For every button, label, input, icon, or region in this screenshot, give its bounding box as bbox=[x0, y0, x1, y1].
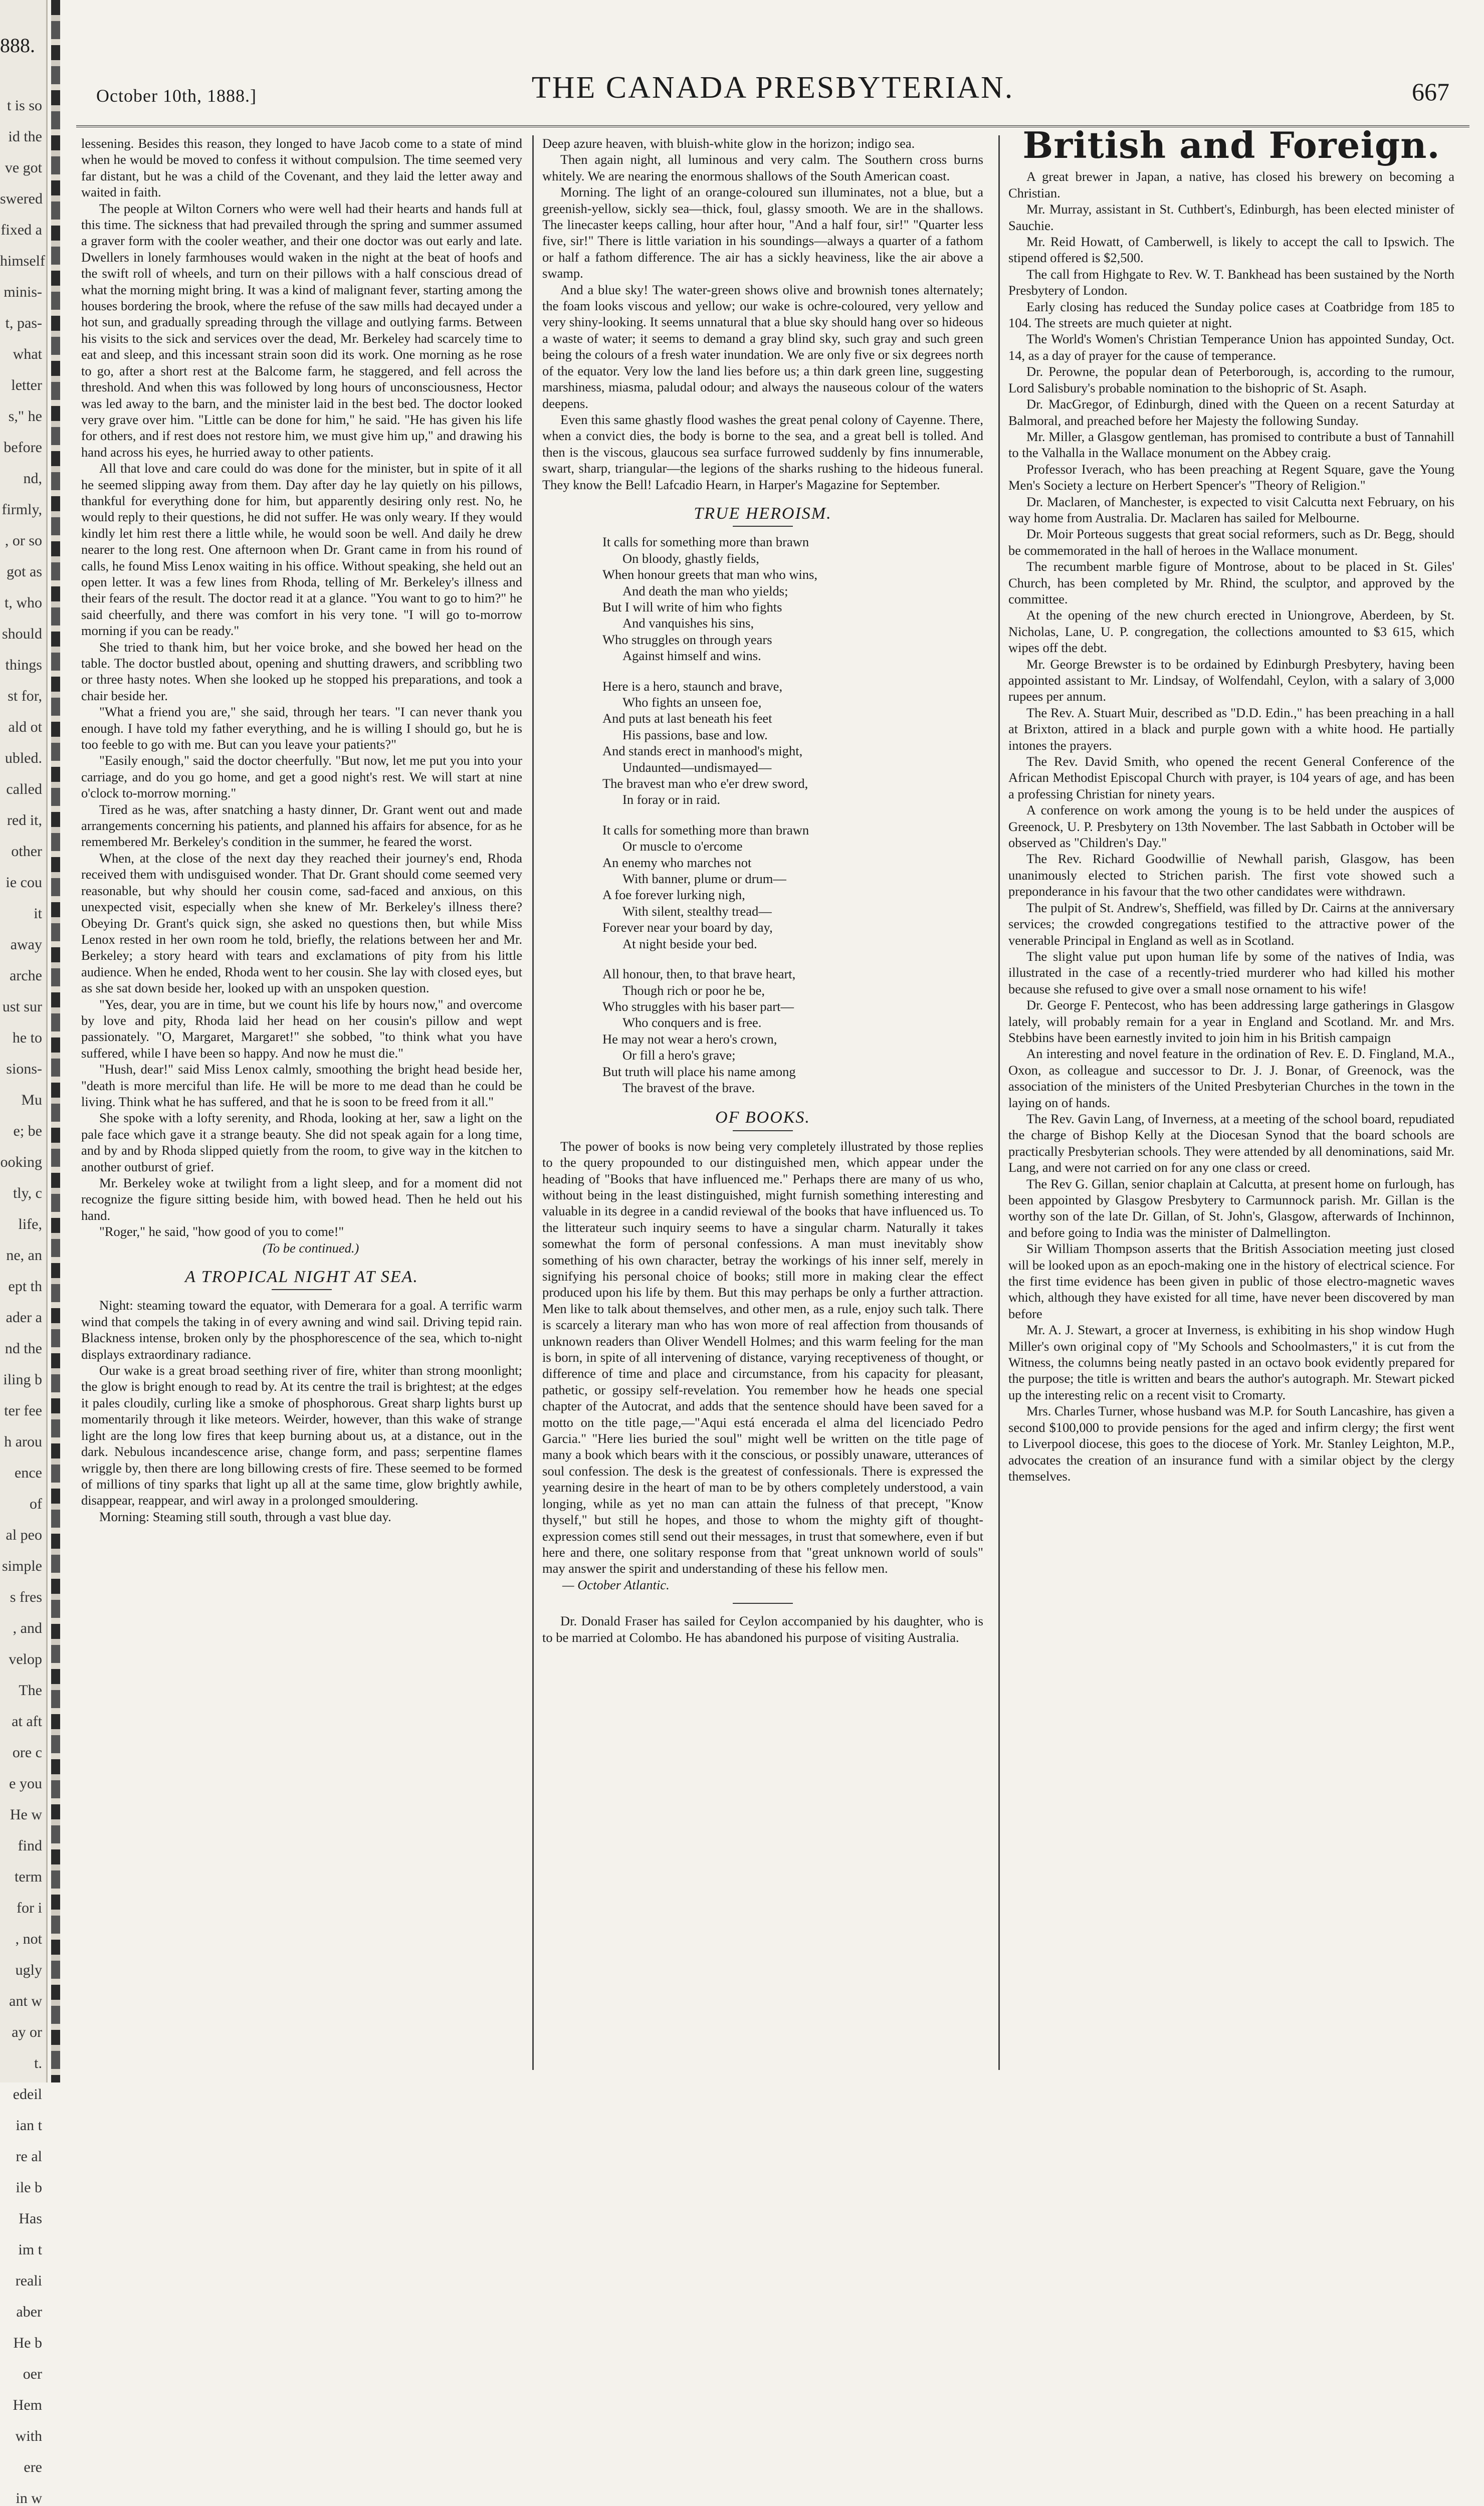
column-2 bbox=[542, 135, 983, 2070]
story-paragraph: "Roger," he said, "how good of you to come!" bbox=[99, 1224, 344, 1239]
tropical-night-part-2 bbox=[542, 135, 983, 493]
margin-fragment: ay or bbox=[12, 2024, 42, 2040]
serial-story bbox=[81, 135, 522, 1240]
poem-true-heroism bbox=[602, 534, 983, 1096]
poem-line: An enemy who marches not bbox=[602, 855, 752, 870]
poem-line: He may not wear a hero's crown, bbox=[602, 1031, 777, 1047]
section-rule bbox=[733, 526, 793, 527]
margin-fragment: re al bbox=[16, 2148, 42, 2165]
story-paragraph: When, at the close of the next day they reached their journey's end, Rhoda received them with undisguised wonder. That Dr. Grant should come seemed very reasonable, but why should her cousin come, sad-faced and anxious, on this unexpected visit, especially when she knew of Mr. Berkeley's illness there? Obeying Dr. Grant's quick sign, she asked no questions then, but while Miss Lenox rested in her own room he told, briefly, the relations between her and Mr. Berkeley; a story heard with tears and exclamations of pity from his little audience. When he ended, Rhoda went to her cousin. She lay with closed eyes, but as she sat down beside her, looked up with an unspoken question. bbox=[81, 850, 522, 996]
margin-fragment: ore c bbox=[12, 1744, 42, 1761]
poem-line: And death the man who yields; bbox=[622, 583, 788, 598]
newspaper-title: THE CANADA PRESBYTERIAN. bbox=[531, 71, 1014, 105]
poem-line: It calls for something more than brawn bbox=[602, 534, 809, 550]
news-item: Mrs. Charles Turner, whose husband was M.P. for South Lancashire, has given a second $100,000 to provide pensions for the aged and infirm clergy; the first went to Liverpool diocese, this goes to the diocese of York. Mr. Stanley Leighton, M.P., advocates the creation of an insurance fund with a similar object by the clergy themselves. bbox=[1008, 1403, 1454, 1484]
margin-fragment: Has bbox=[19, 2210, 42, 2227]
british-foreign-title: British and Foreign. bbox=[1022, 124, 1440, 166]
margin-fragment: im t bbox=[18, 2241, 42, 2258]
margin-fragment: called bbox=[6, 781, 42, 797]
news-item: The Rev. David Smith, who opened the recent General Conference of the African Methodist Episcopal Church with prayer, is 104 years of age, and has been a professing Christian for ninety years. bbox=[1008, 754, 1454, 801]
poem-stanza bbox=[602, 678, 983, 808]
poem-line: In foray or in raid. bbox=[622, 792, 720, 807]
margin-fragment: before bbox=[4, 439, 42, 456]
poem-line: When honour greets that man who wins, bbox=[602, 567, 818, 582]
news-item: Early closing has reduced the Sunday police cases at Coatbridge from 185 to 104. The streets are much quieter at night. bbox=[1008, 299, 1454, 331]
margin-fragment: e; be bbox=[13, 1123, 42, 1139]
poem-line: Forever near your board by day, bbox=[602, 920, 773, 935]
margin-fragment: Mu bbox=[21, 1092, 42, 1108]
margin-fragment: t, pas- bbox=[5, 315, 42, 331]
margin-fragment: ant w bbox=[9, 1993, 42, 2009]
margin-fragment: ader a bbox=[6, 1309, 42, 1326]
tropical-paragraph: Morning. The light of an orange-coloured sun illuminates, not a blue, but a greenish-yellow, sickly sea—thick, foul, glassy smooth. We are in the shallows. The linecaster keeps calling, hour after hour, "And a half four, sir!" "Quarter less five, sir!" There is little variation in his soundings—always a quarter of a fathom or half a fathom difference. The air has a sickly heaviness, like the air above a swamp. bbox=[542, 184, 983, 281]
margin-fragment: t. bbox=[34, 2055, 42, 2071]
poem-line: His passions, base and low. bbox=[622, 727, 768, 742]
news-item: The call from Highgate to Rev. W. T. Bankhead has been sustained by the North Presbytery of London. bbox=[1008, 266, 1454, 298]
poem-line: And stands erect in manhood's might, bbox=[602, 743, 803, 759]
margin-fragment: fixed a bbox=[1, 222, 42, 238]
books-title: OF BOOKS. bbox=[715, 1108, 810, 1127]
news-item: A conference on work among the young is to be held under the auspices of Greenock, U. P. Presbytery on 13th November. The last Sabbath in October will be observed as "Children's Day." bbox=[1008, 802, 1454, 851]
margin-fragment: ere bbox=[24, 2459, 42, 2475]
poem-title: TRUE HEROISM. bbox=[694, 504, 832, 523]
margin-fragment: ept th bbox=[8, 1278, 42, 1295]
news-item: A great brewer in Japan, a native, has closed his brewery on becoming a Christian. bbox=[1008, 169, 1454, 200]
poem-line: Who conquers and is free. bbox=[622, 1015, 762, 1030]
news-item: The Rev G. Gillan, senior chaplain at Calcutta, at present home on furlough, has been appointed by Glasgow Presbytery to Carmunnock parish. Mr. Gillan is the worthy son of the late Dr. Gillan, of St. John's, Glasgow, afterwards of Inchinnon, and before going to India was the minister of Dalmellington. bbox=[1008, 1176, 1454, 1240]
poem-line: On bloody, ghastly fields, bbox=[622, 550, 759, 566]
margin-fragment: The bbox=[19, 1682, 42, 1699]
news-item: Mr. Reid Howatt, of Camberwell, is likely to accept the call to Ipswich. The stipend offered is $2,500. bbox=[1008, 234, 1454, 266]
story-paragraph: She spoke with a lofty serenity, and Rhoda, looking at her, saw a light on the pale face which gave it a strange beauty. She did not speak again for a long time, and by and by Rhoda slipped quietly from the room, to give way in the kitchen to another outburst of grief. bbox=[81, 1110, 522, 1174]
margin-fragment: e you bbox=[9, 1775, 42, 1792]
tropical-paragraph: Deep azure heaven, with bluish-white glow in the horizon; indigo sea. bbox=[542, 136, 915, 151]
margin-fragment: Hem bbox=[13, 2397, 42, 2413]
margin-fragment: ugly bbox=[15, 1962, 42, 1978]
poem-line: Here is a hero, staunch and brave, bbox=[602, 678, 783, 694]
section-rule bbox=[733, 1603, 793, 1604]
margin-fragment: ile b bbox=[16, 2179, 42, 2196]
margin-fragment: s fres bbox=[10, 1589, 42, 1605]
margin-fragment: ter fee bbox=[4, 1402, 42, 1419]
page-number: 667 bbox=[1412, 78, 1449, 106]
margin-fragment: reali bbox=[15, 2272, 42, 2289]
poem-line: The bravest of the brave. bbox=[622, 1080, 755, 1095]
margin-fragment: ubled. bbox=[5, 750, 42, 766]
column-3 bbox=[1008, 124, 1454, 2070]
margin-fragment: t, who bbox=[5, 594, 42, 611]
column-1 bbox=[81, 135, 522, 2070]
story-paragraph: The people at Wilton Corners who were well had their hearts and hands full at this time. The sickness that had prevailed through the spring and summer assumed a graver form with the cooler weather, and their one doctor was out early and late. Dwellers in lonely farmhouses would waken in the night at the beat of hoofs and the swift roll of wheels, and turn on their pillows with a half conscious dread of what the morning might bring. It was a kind of malignant fever, starting among the houses bordering the brook, where the refuse of the saw mills had decayed under a hot sun, and gradually spreading through the village and outlying farms. Between his visits to the sick and services over the dead, Mr. Berkeley had scarcely time to eat and sleep, and this incessant strain soon did its work. One morning as he rose to go, after a short rest at the Balcome farm, he staggered, and fell across the threshold. And when this was followed by long hours of unconsciousness, Hector was led away to the barn, and the minister laid in the best bed. The doctor looked very grave over him. "Little can be done for him," he said. "He has given his life for others, and if rest does not restore him, we must give him up," and drawing his hand across his eyes, he hurried away to other patients. bbox=[81, 200, 522, 460]
poem-line: Or muscle to o'ercome bbox=[622, 839, 743, 854]
margin-fragment: find bbox=[18, 1837, 42, 1854]
margin-fragment: with bbox=[15, 2428, 42, 2444]
news-item: Mr. A. J. Stewart, a grocer at Inverness, is exhibiting in his shop window Hugh Miller's own original copy of "My Schools and Schoolmasters," it is cut from the Witness, the columns being neatly pasted in an octavo book evidently prepared for the purpose; the title is written and bears the author's autograph. Mr. Stewart picked up the interesting relic on a recent visit to Cromarty. bbox=[1008, 1322, 1454, 1402]
margin-fragment: arche bbox=[10, 967, 42, 984]
margin-fragment: t is so bbox=[7, 97, 42, 114]
margin-fragment: for i bbox=[17, 1900, 42, 1916]
story-paragraph: All that love and care could do was done for the minister, but in spite of it all he seemed slipping away from them. Day after day he lay quietly on his pillows, thankful for everything done for him, but apparently desiring only rest. No, he would reply to their questions, he did not suffer. He was only weary. If they would kindly let him rest there a little while, he would soon be well. And daily he drew nearer to the long rest. One afternoon when Dr. Grant came in from his round of calls, he found Miss Lenox waiting in his office. Without speaking, she held out an open letter. It was a few lines from Rhoda, telling of Mr. Berkeley's illness and their fears of the result. The doctor read it at a glance. "You want to go to him?" he said cheerfully, and there was comfort in his very tone. "I will go to-morrow morning if you can be ready." bbox=[81, 461, 522, 639]
margin-year-fragment: 888. bbox=[0, 34, 35, 57]
section-rule bbox=[733, 1130, 793, 1131]
poem-line: Against himself and wins. bbox=[622, 648, 761, 664]
margin-fragment: He w bbox=[10, 1806, 42, 1823]
margin-fragment: He b bbox=[13, 2335, 42, 2351]
poem-stanza bbox=[602, 534, 983, 664]
margin-fragment: should bbox=[2, 625, 42, 642]
binding-spine bbox=[51, 0, 60, 2082]
news-item: The slight value put upon human life by some of the natives of India, was illustrated in the case of a recently-tried murderer who had killed his mother because she refused to give over a small nose ornament to his wife! bbox=[1008, 948, 1454, 996]
margin-fragment: term bbox=[15, 1868, 42, 1885]
margin-fragment: velop bbox=[9, 1651, 42, 1667]
news-item: At the opening of the new church erected in Uniongrove, Aberdeen, by St. Nicholas, Lane, U. P. congregation, the collections amounted to $3 615, which wipes off the debt. bbox=[1008, 607, 1454, 656]
news-item: Mr. Murray, assistant in St. Cuthbert's, Edinburgh, has been elected minister of Sauchie. bbox=[1008, 201, 1454, 233]
margin-fragment: s," he bbox=[8, 408, 42, 425]
poem-line: Though rich or poor he be, bbox=[622, 982, 765, 998]
margin-fragment: at aft bbox=[12, 1713, 42, 1730]
margin-fragment: himself bbox=[0, 253, 45, 269]
margin-fragment: nd the bbox=[5, 1340, 42, 1357]
story-paragraph: "Yes, dear, you are in time, but we count his life by hours now," and overcome by love and pity, Rhoda laid her head on her cousin's pillow and wept passionately. "O, Margaret, Margaret!" she sobbed, "to think what you have suffered, while I have been so happy. And now he must die." bbox=[81, 996, 522, 1061]
story-paragraph: "Easily enough," said the doctor cheerfully. "But now, let me put you into your carriage, and do you go home, and get a good night's rest. We will start at nine o'clock to-morrow morning." bbox=[81, 753, 522, 801]
margin-fragment: ve got bbox=[5, 159, 42, 176]
news-item: An interesting and novel feature in the ordination of Rev. E. D. Fingland, M.A., Oxon, as colleague and successor to Dr. J. J. Bonar, of Greenock, was the association of the ministers of the United Presbyterian Churches in the town in the laying on of hands. bbox=[1008, 1046, 1454, 1110]
story-paragraph: She tried to thank him, but her voice broke, and she bowed her head on the table. The doctor bustled about, opening and shutting drawers, and scribbling two or three hasty notes. When she looked up he stopped his preparations, and took a chair beside her. bbox=[81, 639, 522, 703]
margin-fragment: it away bbox=[10, 905, 42, 953]
margin-fragment: firmly, bbox=[2, 501, 42, 518]
continued-note: (To be continued.) bbox=[262, 1240, 359, 1256]
column-rule-2 bbox=[998, 135, 1000, 2070]
poem-line: Who struggles on through years bbox=[602, 632, 772, 647]
news-item: Dr. MacGregor, of Edinburgh, dined with the Queen on a recent Saturday at Balmoral, and preached before her Majesty the following Sunday. bbox=[1008, 396, 1454, 428]
news-item: The Rev. Gavin Lang, of Inverness, at a meeting of the school board, repudiated the charge of Bishop Kelly at the Diocesan Synod that the board schools are practically Presbyterian schools. They were attended by all denominations, said Mr. Lang, and were not carried on for any one class or creed. bbox=[1008, 1111, 1454, 1175]
news-item: Dr. Maclaren, of Manchester, is expected to visit Calcutta next February, on his way home from Australia. Dr. Maclaren has sailed for Melbourne. bbox=[1008, 494, 1454, 525]
masthead bbox=[76, 70, 1469, 120]
news-item: The World's Women's Christian Temperance Union has appointed Sunday, Oct. 14, as a day of prayer for the cause of temperance. bbox=[1008, 331, 1454, 363]
margin-fragment: ne, an bbox=[6, 1247, 42, 1264]
news-item: Dr. George F. Pentecost, who has been addressing large gatherings in Glasgow lately, will probably remain for a year in England and Scotland. Mr. and Mrs. Stebbins have been earnestly invited to join him in his British campaign bbox=[1008, 997, 1454, 1045]
poem-line: But I will write of him who fights bbox=[602, 599, 782, 614]
news-item: The recumbent marble figure of Montrose, about to be placed in St. Giles' Church, has been completed by Mr. Rhind, the sculptor, and approved by the committee. bbox=[1008, 559, 1454, 606]
tropical-night-title: A TROPICAL NIGHT AT SEA. bbox=[185, 1268, 418, 1287]
section-rule bbox=[272, 1289, 332, 1290]
margin-fragment: ooking bbox=[0, 1154, 42, 1170]
margin-fragment: iling b bbox=[3, 1371, 42, 1388]
british-foreign-items bbox=[1008, 168, 1454, 1484]
story-paragraph: Tired as he was, after snatching a hasty dinner, Dr. Grant went out and made arrangements concerning his patients, and planned his affairs for absence, for as he remembered Mr. Berkeley's condition in the summer, he feared the worst. bbox=[81, 801, 522, 850]
margin-fragment: tly, c bbox=[13, 1185, 42, 1201]
column-rule-1 bbox=[532, 135, 534, 2070]
newspaper-page bbox=[76, 0, 1469, 2082]
margin-fragment: st for, bbox=[8, 688, 42, 704]
poem-line: Or fill a hero's grave; bbox=[622, 1048, 736, 1063]
news-item: The pulpit of St. Andrew's, Sheffield, was filled by Dr. Cairns at the anniversary services; the crowded congregations testified to the attractive power of the venerable Principal in England as well as in Scotland. bbox=[1008, 900, 1454, 948]
story-paragraph: lessening. Besides this reason, they longed to have Jacob come to a state of mind when he would be moved to confess it without compulsion. The time seemed very far distant, but he was a child of the Covenant, and they laid the letter away and waited in faith. bbox=[81, 136, 522, 200]
margin-fragment: aber bbox=[16, 2304, 42, 2320]
margin-fragment: ust sur bbox=[2, 998, 42, 1015]
news-item: Dr. Perowne, the popular dean of Peterborough, is, according to the rumour, Lord Salisbury's probable nomination to the bishopric of St. Asaph. bbox=[1008, 364, 1454, 395]
margin-fragment: , not bbox=[15, 1931, 42, 1947]
poem-stanza bbox=[602, 966, 983, 1096]
poem-line: At night beside your bed. bbox=[622, 936, 757, 951]
books-source: — October Atlantic. bbox=[562, 1577, 670, 1592]
margin-fragment: minis- bbox=[4, 284, 42, 300]
poem-line: With banner, plume or drum— bbox=[622, 871, 786, 887]
poem-line: The bravest man who e'er drew sword, bbox=[602, 776, 808, 791]
news-item: Sir William Thompson asserts that the British Association meeting just closed will be looked upon as an epoch-making one in the history of electrical science. For the first time evidence has been given in public of those electro-magnetic waves which, although they have existed for all time, have never been discovered by man before bbox=[1008, 1241, 1454, 1321]
margin-fragment: swered bbox=[0, 190, 43, 207]
margin-fragment: h arou bbox=[4, 1433, 42, 1450]
poem-line: With silent, stealthy tread— bbox=[622, 903, 772, 919]
poem-line: It calls for something more than brawn bbox=[602, 822, 809, 838]
tropical-paragraph: Night: steaming toward the equator, with Demerara for a goal. A terrific warm wind that compels the taking in of every awning and wind sail. Driving tepid rain. Blackness intense, broken only by the phosphorescence of the sea, which to-night displays extraordinary radiance. bbox=[81, 1298, 522, 1362]
tropical-paragraph: Even this same ghastly flood washes the great penal colony of Cayenne. There, when a convict dies, the body is borne to the sea, and a great bell is tolled. And then is the viscous, glaucous sea surface furrowed suddenly by fins innumerable, swart, sharp, triangular—the legions of the sharks rushing to the hideous funeral. They know the Bell! Lafcadio Hearn, in Harper's Magazine for September. bbox=[542, 411, 983, 492]
tropical-paragraph: Morning: Steaming still south, through a vast blue day. bbox=[99, 1509, 391, 1524]
margin-fragment: he to bbox=[12, 1029, 42, 1046]
news-item: Mr. Miller, a Glasgow gentleman, has promised to contribute a bust of Tannahill to the Valhalla in the Wallace monument on the Abbey craig. bbox=[1008, 429, 1454, 461]
issue-date: October 10th, 1888.] bbox=[96, 86, 257, 106]
margin-fragment: simple bbox=[2, 1558, 42, 1574]
news-item: The Rev. A. Stuart Muir, described as "D.D. Edin.," has been preaching in a hall at Brixton, attired in a black and purple gown with a white hood. He partially intones the prayers. bbox=[1008, 705, 1454, 753]
margin-fragment: things bbox=[5, 657, 42, 673]
poem-line: All honour, then, to that brave heart, bbox=[602, 966, 796, 982]
margin-fragment: , or so bbox=[5, 532, 42, 549]
poem-line: A foe forever lurking nigh, bbox=[602, 887, 745, 903]
margin-fragment: al peo bbox=[6, 1527, 42, 1543]
margin-fragment: in w bbox=[16, 2490, 42, 2506]
news-item: The Rev. Richard Goodwillie of Newhall parish, Glasgow, has been unanimously elected to Strichen parish. The first vote showed such a preponderance in his favour that the two other candidates were withdrawn. bbox=[1008, 851, 1454, 899]
news-item: Mr. George Brewster is to be ordained by Edinburgh Presbytery, having been appointed assistant to Mr. Lindsay, of Wolfendahl, Ceylon, with a salary of 3,000 rupees per annum. bbox=[1008, 656, 1454, 704]
story-paragraph: Mr. Berkeley woke at twilight from a light sleep, and for a moment did not recognize the figure sitting beside him, with bowed head. Then he held out his hand. bbox=[81, 1175, 522, 1223]
margin-fragment: letter bbox=[11, 377, 42, 393]
margin-fragment: ian t bbox=[16, 2117, 42, 2134]
margin-fragment: ence of bbox=[15, 1465, 42, 1512]
margin-fragment: , and bbox=[13, 1620, 42, 1636]
tropical-night-part-1 bbox=[81, 1297, 522, 1525]
left-margin-strip bbox=[0, 0, 48, 2506]
poem-line: Who fights an unseen foe, bbox=[622, 695, 762, 710]
news-item: Professor Iverach, who has been preaching at Regent Square, gave the Young Men's Society a lecture on Herbert Spencer's "Theory of Religion." bbox=[1008, 461, 1454, 493]
margin-fragment: ie cou bbox=[6, 874, 42, 891]
poem-line: Undaunted—undismayed— bbox=[622, 759, 772, 775]
poem-line: And puts at last beneath his feet bbox=[602, 711, 772, 726]
tropical-paragraph: Our wake is a great broad seething river of fire, whiter than strong moonlight; the glow is bright enough to read by. At its centre the trail is brightest; at the edges it pales cloudily, curling like a smoke of phosphorous. Great sharp lights burst up momentarily through it like meteors. Weirder, however, than this wake of strange light are the long low fires that keep burning about us, at a distance, out in the dark. Nebulous incandescence arise, change form, and pass; serpentine flames wriggle by, then there are long billowing crests of fire. These seemed to be formed of millions of tiny sparks that light up all at the same time, glow brightly awhile, disappear, reappear, and wirl away in a prolonged smouldering. bbox=[81, 1363, 522, 1508]
fraser-note: Dr. Donald Fraser has sailed for Ceylon accompanied by his daughter, who is to be married at Colombo. He has abandoned his purpose of visiting Australia. bbox=[542, 1613, 983, 1645]
news-item: Dr. Moir Porteous suggests that great social reformers, such as Dr. Begg, should be commemorated in the hall of heroes in the Wallace monument. bbox=[1008, 526, 1454, 558]
story-paragraph: "Hush, dear!" said Miss Lenox calmly, smoothing the bright head beside her, "death is more merciful than life. He will be more to me dead than he could be living. Think what he has suffered, and that he is soon to be freed from it all." bbox=[81, 1062, 522, 1109]
story-paragraph: "What a friend you are," she said, through her tears. "I can never thank you enough. I have told my father everything, and he is willing I should go, but he is too feeble to go with me. But can you leave your patients?" bbox=[81, 704, 522, 752]
margin-fragment: what bbox=[13, 346, 42, 362]
tropical-paragraph: And a blue sky! The water-green shows olive and brownish tones alternately; the foam looks viscous and yellow; our wake is ochre-coloured, very yellow and very shiny-looking. It seems unnatural that a blue sky should hang over so hideous a waste of water; it seems to demand a gray blind sky, such gray and such green being the colours of a fresh water inundation. We are only five or six degrees north of the equator. Very low the land lies before us; a thin dark green line, suggesting marshiness, miasma, paludal odour; and always the nauseous colour of the waters deepens. bbox=[542, 282, 983, 411]
margin-fragments bbox=[0, 90, 46, 2506]
poem-line: And vanquishes his sins, bbox=[622, 615, 754, 631]
margin-fragment: sions- bbox=[6, 1061, 42, 1077]
margin-fragment: nd, bbox=[23, 470, 42, 487]
margin-fragment: other bbox=[11, 843, 42, 860]
margin-fragment: oer bbox=[23, 2366, 42, 2382]
margin-fragment: got as bbox=[7, 563, 42, 580]
poem-stanza bbox=[602, 822, 983, 952]
margin-fragment: ald ot bbox=[8, 719, 42, 735]
tropical-paragraph: Then again night, all luminous and very calm. The Southern cross burns whitely. We are nearing the enormous shallows of the South American coast. bbox=[542, 152, 983, 183]
margin-fragment: id the bbox=[8, 128, 42, 145]
margin-fragment: red it, bbox=[7, 812, 42, 828]
poem-line: Who struggles with his baser part— bbox=[602, 998, 794, 1014]
margin-fragment: life, bbox=[18, 1216, 42, 1232]
poem-line: But truth will place his name among bbox=[602, 1064, 796, 1079]
margin-fragment: edeil bbox=[13, 2086, 42, 2103]
books-paragraph: The power of books is now being very completely illustrated by those replies to the query propounded to our distinguished men, which appear under the heading of "Books that have influenced me." Perhaps there are many of us who, without being in the least distinguished, might furnish something interesting and valuable in its degree in a candid reviewal of the books that have influenced us. To the litterateur such inquiry seems to have a singular charm. Naturally it takes somewhat the form of personal confessions. A man must inevitably show something of his own character, betray the workings of his inner self, merely in signifying his personal choice of books; still more in making clear the effect produced upon his life by them. But this may perhaps be only a further attraction. Men like to talk about themselves, and other men, as a rule, enjoy such talk. There is scarcely a literary man who has won more of real affection from thousands of unknown readers than Oliver Wendell Holmes; and this warm feeling for the man is born, in spite of all intervening of distance, varying receptiveness of thought, or difference of time and place and circumstance, from his capacity for pleasant, pathetic, or gossipy self-revelation. You remember how he heads one special chapter of the Autocrat, and adds that the sentence should have been saved for a motto on the title page,—"Aqui está encerada el alma del licenciado Pedro Garcia." "Here lies buried the soul" might well be written on the title page of many a book which bears with it the conscious, or possibly unaware, utterances of soul confession. The desk is the greatest of confessionals. There is expressed the yearning desire in the heart of man to be by others completely understood, a vain longing, while as yet no man can attain the fulness of that precept, "Know thyself," but still he hopes, and those to whom the mighty gift of thought-expression comes still send out their messages, in trust that somewhere, even if but here and there, one solitary response from that "great unknown world of souls" may answer the spirit and understanding of these his fellow men. bbox=[542, 1138, 983, 1576]
